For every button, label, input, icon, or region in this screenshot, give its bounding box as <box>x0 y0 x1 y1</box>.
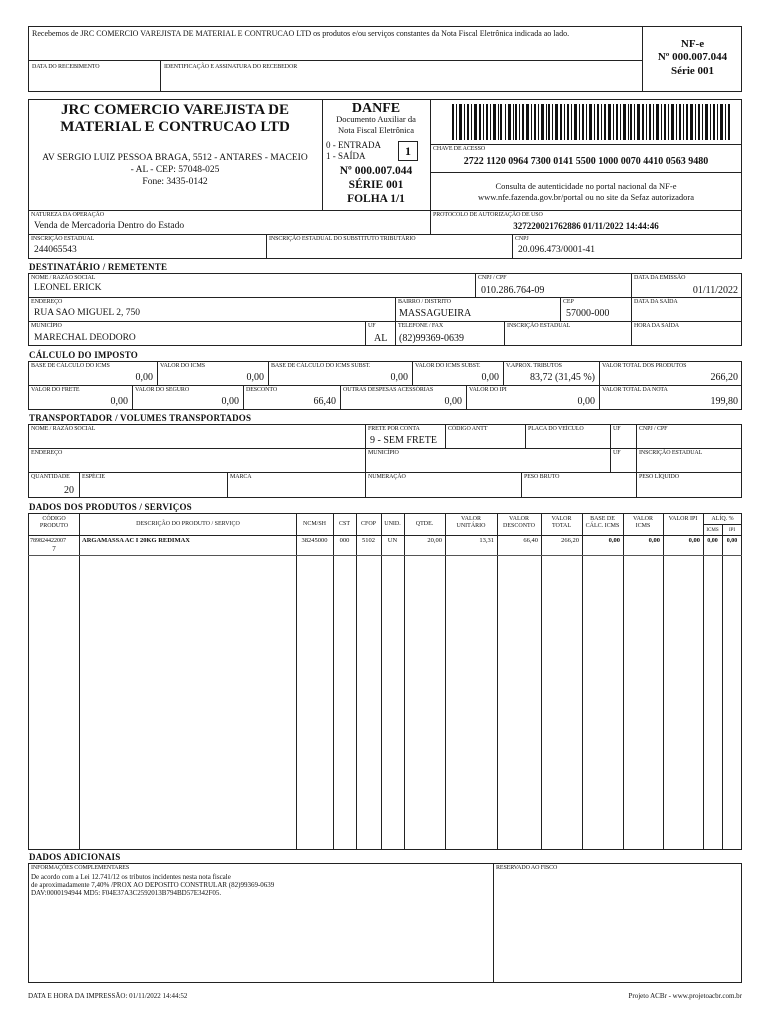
dest-saida-label: DATA DA SAÍDA <box>634 299 678 305</box>
natureza-value: Venda de Mercadoria Dentro do Estado <box>34 221 185 231</box>
header-hline-2 <box>430 172 742 173</box>
item-unitario: 13,31 <box>479 537 494 544</box>
item-codigo: 789824422007 <box>30 538 66 544</box>
chave-consulta-2: www.nfe.fazenda.gov.br/portal ou no site da Sefaz autorizadora <box>477 192 695 202</box>
col-aliq: ALÍQ. % <box>711 516 734 522</box>
tr-especie-label: ESPÉCIE <box>82 474 105 480</box>
prod-col-sep <box>404 513 405 850</box>
emitente-address-1: AV SERGIO LUIZ PESSOA BRAGA, 5512 - ANTARES - MACEIO <box>42 153 308 163</box>
col-aliq-icms: ICMS <box>706 528 719 533</box>
item-ncm: 38245000 <box>301 537 328 544</box>
dest-cpf-label: CNPJ / CPF <box>478 275 507 281</box>
imp-seguro-label: VALOR DO SEGURO <box>135 387 190 393</box>
tr-cnpj-label: CNPJ / CPF <box>639 426 668 432</box>
emitente-name-1: JRC COMERCIO VAREJISTA DE <box>61 102 289 118</box>
col-descricao: DESCRIÇÃO DO PRODUTO / SERVIÇO <box>136 521 240 527</box>
col-unitario: VALOR UNITÁRIO <box>456 516 486 529</box>
prod-col-sep <box>445 513 446 850</box>
adicionais-fisco-label: RESERVADO AO FISCO <box>496 865 558 871</box>
imp-ipi-value: 0,00 <box>577 396 595 407</box>
produtos-table <box>28 513 742 850</box>
item-aliq-ipi: 0,00 <box>726 538 738 544</box>
emitente-name-2: MATERIAL E CONTRUCAO LTD <box>60 119 290 135</box>
dest-endereco-label: ENDEREÇO <box>31 299 63 305</box>
col-desconto: VALOR DESCONTO <box>503 516 535 529</box>
tr-frete-value: 9 - SEM FRETE <box>370 435 437 446</box>
ie-vline-1 <box>266 234 267 259</box>
imp-frete-label: VALOR DO FRETE <box>31 387 80 393</box>
tr-v3 <box>525 424 526 448</box>
col-unid: UNID. <box>384 521 401 527</box>
dest-fone-value: (82)99369-0639 <box>399 333 464 344</box>
canhoto-nfe-label: NF-e <box>680 38 705 50</box>
danfe-folha: FOLHA 1/1 <box>347 193 405 205</box>
ie-label: INSCRIÇÃO ESTADUAL <box>31 236 95 242</box>
tr-peso-bruto-label: PESO BRUTO <box>524 474 560 480</box>
imp-v2 <box>268 361 269 385</box>
dest-vline-6 <box>504 321 505 346</box>
dest-uf-value: AL <box>374 333 388 344</box>
imp-ipi-label: VALOR DO IPI <box>469 387 507 393</box>
chave-consulta-1: Consulta de autenticidade no portal nacional da NF-e <box>495 181 677 191</box>
dest-hora-label: HORA DA SAÍDA <box>634 323 680 329</box>
col-qtde: QTDE. <box>415 521 434 527</box>
danfe-subtitle-1: Documento Auxiliar da <box>336 114 416 124</box>
danfe-entrada: 0 - ENTRADA <box>326 140 381 150</box>
prod-col-sep <box>381 513 382 850</box>
imp-icms-label: VALOR DO ICMS <box>160 363 205 369</box>
dest-vline-5 <box>365 321 366 346</box>
col-v-icms: VALOR ICMS <box>633 516 653 529</box>
prod-col-sep <box>663 513 664 850</box>
imp-v8 <box>340 385 341 410</box>
prod-col-sep <box>623 513 624 850</box>
col-ncm: NCM/SH <box>302 521 326 527</box>
imp-v1 <box>157 361 158 385</box>
tr-placa-label: PLACA DO VEÍCULO <box>528 426 584 432</box>
cnpj-value: 20.096.473/0001-41 <box>518 245 596 255</box>
col-bc-icms: BASE DE CÁLC. ICMS <box>585 516 620 529</box>
prod-col-sep <box>497 513 498 850</box>
danfe-title: DANFE <box>351 101 401 116</box>
protocolo-value: 327220021762886 01/11/2022 14:44:46 <box>513 221 659 231</box>
imp-total-nota-label: VALOR TOTAL DA NOTA <box>602 387 668 393</box>
prod-col-sep <box>582 513 583 850</box>
prod-col-sep <box>333 513 334 850</box>
col-codigo: CÓDIGO PRODUTO <box>39 516 69 529</box>
prod-col-sep <box>541 513 542 850</box>
imp-icms-st-value: 0,00 <box>481 372 499 383</box>
item-cst: 000 <box>339 537 350 544</box>
imp-desconto-value: 66,40 <box>313 396 336 407</box>
adicionais-vline <box>493 863 494 983</box>
canhoto-signature-label: IDENTIFICAÇÃO E ASSINATURA DO RECEBEDOR <box>164 64 298 70</box>
destinatario-section-title: DESTINATÁRIO / REMETENTE <box>29 262 168 272</box>
col-v-ipi: VALOR IPI <box>668 516 698 522</box>
tr-antt-label: CÓDIGO ANTT <box>448 426 488 432</box>
imp-v6 <box>132 385 133 410</box>
prod-header-line <box>28 535 742 536</box>
tr-municipio-label: MUNICÍPIO <box>368 450 399 456</box>
item-total: 266,20 <box>561 537 579 544</box>
tr-v4 <box>610 424 611 472</box>
ie-value: 244065543 <box>34 245 77 255</box>
imp-seguro-value: 0,00 <box>221 396 239 407</box>
tr-v2 <box>445 424 446 448</box>
natureza-label: NATUREZA DA OPERAÇÃO <box>31 212 105 218</box>
dest-municipio-value: MARECHAL DEODORO <box>34 333 136 343</box>
tr-peso-liquido-label: PESO LÍQUIDO <box>639 474 679 480</box>
danfe-subtitle-2: Nota Fiscal Eletrônica <box>337 125 414 135</box>
imp-total-prod-value: 266,20 <box>710 372 738 383</box>
item-unid: UN <box>387 537 398 544</box>
tr-ie-label: INSCRIÇÃO ESTADUAL <box>639 450 703 456</box>
tr-marca-label: MARCA <box>230 474 252 480</box>
item-v-icms: 0,00 <box>648 537 660 544</box>
adicionais-info-2: de aproximadamente 7,40% /PROX AO DEPOSITO CONSTRULAR (82)99369-0639 <box>31 881 275 889</box>
item-aliq-icms: 0,00 <box>707 538 718 544</box>
transportador-section-title: TRANSPORTADOR / VOLUMES TRANSPORTADOS <box>29 413 252 423</box>
dest-hline-1 <box>28 297 742 298</box>
dest-cep-label: CEP <box>563 299 574 305</box>
prod-col-sep <box>296 513 297 850</box>
tr-qtd-value: 20 <box>64 485 74 496</box>
danfe-numero: Nº 000.007.044 <box>339 165 413 177</box>
danfe-serie: SÉRIE 001 <box>348 179 404 191</box>
item-desconto: 66,40 <box>523 537 538 544</box>
header-hline-1 <box>430 144 742 145</box>
imp-aprox-label: V.APROX. TRIBUTOS <box>506 363 562 369</box>
imposto-section-title: CÁLCULO DO IMPOSTO <box>29 350 138 360</box>
imp-icms-st-label: VALOR DO ICMS SUBST. <box>415 363 481 369</box>
imp-v7 <box>243 385 244 410</box>
dest-municipio-label: MUNICÍPIO <box>31 323 62 329</box>
imp-v9 <box>466 385 467 410</box>
item-descricao: ARGAMASSA AC I 20KG REDIMAX <box>82 537 190 544</box>
ie-vline-2 <box>512 234 513 259</box>
item-row-line <box>28 555 742 556</box>
dest-uf-label: UF <box>368 323 376 329</box>
imp-outras-value: 0,00 <box>444 396 462 407</box>
protocolo-label: PROTOCOLO DE AUTORIZAÇÃO DE USO <box>433 212 543 218</box>
imp-aprox-value: 83,72 (31,45 %) <box>530 372 595 383</box>
imp-desconto-label: DESCONTO <box>246 387 278 393</box>
dest-fone-label: TELEFONE / FAX <box>398 323 444 329</box>
chave-value: 2722 1120 0964 7300 0141 5500 1000 0070 4410 0563 9480 <box>463 156 709 167</box>
dest-emissao-label: DATA DA EMISSÃO <box>634 275 686 281</box>
prod-col-sep <box>356 513 357 850</box>
adicionais-section-title: DADOS ADICIONAIS <box>29 852 121 862</box>
tr-v6 <box>79 472 80 498</box>
tr-uf2-label: UF <box>613 450 621 456</box>
emitente-phone: Fone: 3435-0142 <box>142 177 208 187</box>
tr-qtd-label: QUANTIDADE <box>31 474 70 480</box>
imp-outras-label: OUTRAS DESPESAS ACESSÓRIAS <box>343 387 434 393</box>
tr-frete-label: FRETE POR CONTA <box>368 426 420 432</box>
item-codigo-2: 7 <box>52 545 56 553</box>
canhoto-vline <box>160 60 161 92</box>
dest-vline-1 <box>475 273 476 297</box>
adicionais-info-3: DAV:0000194944 MD5: F04E37A3C2592013B794BD57E342F05. <box>31 889 222 897</box>
tr-hline-1 <box>28 448 742 449</box>
imp-hline <box>28 385 742 386</box>
tr-v7 <box>227 472 228 498</box>
tr-numeracao-label: NUMERAÇÃO <box>368 474 406 480</box>
danfe-saida: 1 - SAÍDA <box>326 151 366 161</box>
canhoto-date-label: DATA DO RECEBIMENTO <box>32 64 100 70</box>
canhoto-nfe-serie: Série 001 <box>670 65 715 77</box>
prod-aliq-line <box>703 524 742 525</box>
col-cst: CST <box>338 521 350 527</box>
canhoto-hline <box>28 60 642 61</box>
tr-nome-label: NOME / RAZÃO SOCIAL <box>31 426 96 432</box>
item-qtde: 20,00 <box>427 537 442 544</box>
prod-col-sep <box>79 513 80 850</box>
imp-icms-value: 0,00 <box>246 372 264 383</box>
adicionais-info-1: De acordo com a Lei 12.741/12 os tributos incidentes nesta nota fiscale <box>31 873 231 881</box>
emitente-address-2: - AL - CEP: 57048-025 <box>130 165 220 175</box>
imp-total-nota-value: 199,80 <box>710 396 738 407</box>
dest-bairro-value: MASSAGUEIRA <box>399 308 472 319</box>
dest-hline-2 <box>28 321 742 322</box>
dest-endereco-value: RUA SAO MIGUEL 2, 750 <box>34 308 140 318</box>
tr-v5 <box>636 424 637 498</box>
dest-cpf-value: 010.286.764-09 <box>481 285 545 296</box>
prod-col-sep <box>722 524 723 850</box>
footer-credit: Projeto ACBr - www.projetoacbr.com.br <box>628 992 742 1000</box>
prod-col-sep <box>703 513 704 850</box>
canhoto-text: Recebemos de JRC COMERCIO VAREJISTA DE MATERIAL E CONTRUCAO LTD os produtos e/ou serviços constantes da Nota Fiscal Eletrônica indicada ao lado. <box>32 29 570 38</box>
tr-v9 <box>521 472 522 498</box>
produtos-section-title: DADOS DOS PRODUTOS / SERVIÇOS <box>29 502 192 512</box>
tr-uf-label: UF <box>613 426 621 432</box>
ie-st-label: INSCRIÇÃO ESTADUAL DO SUBSTITUTO TRIBUTÁRIO <box>269 236 416 242</box>
imp-frete-value: 0,00 <box>110 396 128 407</box>
dest-vline-3 <box>395 297 396 346</box>
imp-bc-icms-label: BASE DE CÁLCULO DO ICMS <box>31 363 110 369</box>
dest-vline-4 <box>560 297 561 321</box>
tr-endereco-label: ENDEREÇO <box>31 450 63 456</box>
imp-v5 <box>599 361 600 410</box>
dest-nome-value: LEONEL ERICK <box>34 283 102 293</box>
dest-bairro-label: BAIRRO / DISTRITO <box>398 299 451 305</box>
tr-hline-2 <box>28 472 742 473</box>
dest-emissao-value: 01/11/2022 <box>692 285 738 296</box>
imp-bc-st-value: 0,00 <box>390 372 408 383</box>
imp-total-prod-label: VALOR TOTAL DOS PRODUTOS <box>602 363 687 369</box>
barcode-image <box>452 104 730 140</box>
canhoto-nfe-number: Nº 000.007.044 <box>657 51 728 63</box>
item-v-ipi: 0,00 <box>688 537 700 544</box>
dest-vline-2 <box>631 273 632 346</box>
adicionais-info-label: INFORMAÇÕES COMPLEMENTARES <box>31 865 130 871</box>
footer-print-date: DATA E HORA DA IMPRESSÃO: 01/11/2022 14:44:52 <box>28 992 188 1000</box>
col-total: VALOR TOTAL <box>551 516 572 529</box>
col-cfop: CFOP <box>360 521 376 527</box>
col-aliq-ipi: IPI <box>728 528 736 533</box>
imp-bc-st-label: BASE DE CÁLCULO DO ICMS SUBST. <box>271 363 371 369</box>
danfe-tipo-box: 1 <box>398 141 418 161</box>
imp-v4 <box>503 361 504 385</box>
cnpj-label: CNPJ <box>515 236 529 242</box>
item-bc-icms: 0,00 <box>608 537 620 544</box>
tr-v8 <box>365 472 366 498</box>
chave-label: CHAVE DE ACESSO <box>433 146 486 152</box>
tr-v1 <box>365 424 366 472</box>
dest-cep-value: 57000-000 <box>566 308 610 319</box>
item-cfop: 5102 <box>362 537 375 544</box>
dest-ie-label: INSCRIÇÃO ESTADUAL <box>507 323 571 329</box>
imp-v3 <box>412 361 413 385</box>
dest-nome-label: NOME / RAZÃO SOCIAL <box>31 275 96 281</box>
imp-bc-icms-value: 0,00 <box>135 372 153 383</box>
